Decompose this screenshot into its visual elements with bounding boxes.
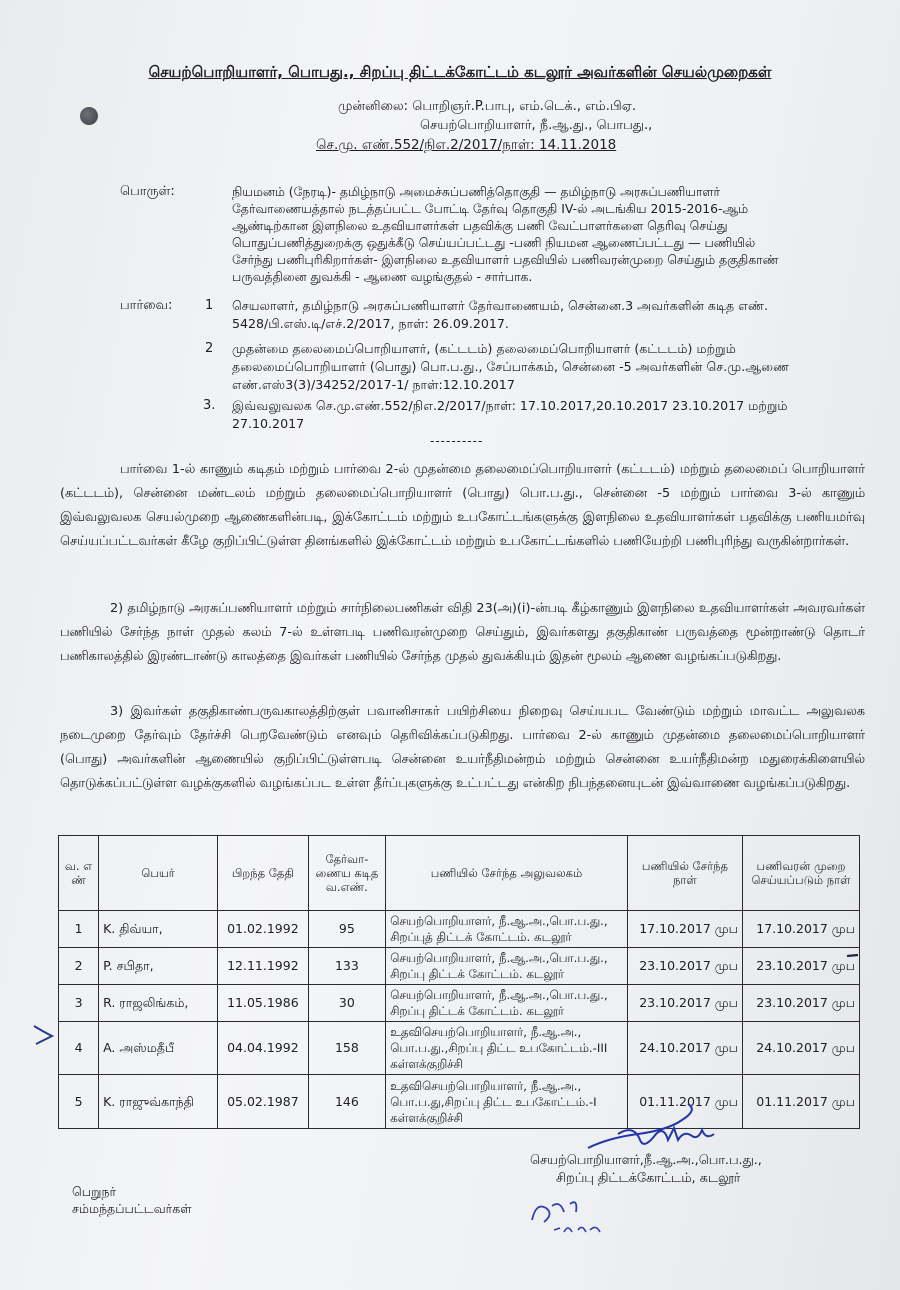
cell-name: A. அஸ்மதீபீ: [99, 1022, 218, 1075]
table-row: [59, 985, 860, 1022]
separator-line: ----------: [430, 434, 484, 448]
cell-office: உதவிசெயற்பொறியாளர், நீ.ஆ.அ., பொ.ப.து,சிறப்பு திட்ட உபகோட்டம்.-I கள்ளக்குறிச்சி: [386, 1075, 628, 1129]
presence-line-1: முன்னிலை: பொறிஞர்.P.பாபு, எம்.டெக்., எம்.பிஏ.: [338, 99, 636, 114]
header-serial: வ. எ ண்: [59, 836, 99, 911]
cell-regularisation-date: 17.10.2017 முப: [742, 911, 859, 948]
header-order-no: தேர்வா- ணைய கடித வ.எண்.: [308, 836, 386, 911]
cell-dob: 04.04.1992: [218, 1022, 308, 1075]
header-office: பணியில் சேர்ந்த அலுவலகம்: [386, 836, 628, 911]
cell-dob: 01.02.1992: [218, 911, 308, 948]
cell-name: K. திவ்யா,: [99, 911, 218, 948]
document-title: செயற்பொறியாளர், பொபது., சிறப்பு திட்டக்கோட்டம் கடலூர் அவர்களின் செயல்முறைகள்: [148, 63, 772, 81]
cell-dob: 11.05.1986: [218, 985, 308, 1022]
paragraph-2: 2) தமிழ்நாடு அரசுப்பணியாளர் மற்றும் சார்நிலைபணிகள் விதி 23(அ)(i)-ன்படி கீழ்காணும் இளநிலை உதவியாளர்கள் அவரவர்கள் பணியில் சேர்ந்த நாள் முதல் கலம் 7-ல் உள்ளபடி பணிவரன்முறை செய்தும், இவர்களது தகுதிகாண் பருவத்தை மூன்றாண்டு தொடர் பணிகாலத்தில் இரண்டாண்டு காலத்தை இவர்கள் பணியில் சேர்ந்த முதல் துவக்கியும் இதன் மூலம் ஆணை வழங்கப்படுகிறது.: [60, 601, 865, 664]
cell-order-no: 158: [308, 1022, 386, 1075]
cell-order-no: 146: [308, 1075, 386, 1129]
header-name: பெயர்: [99, 836, 218, 911]
presence-line-2: செயற்பொறியாளர், நீ.ஆ.து., பொபது.,: [420, 118, 653, 133]
handwritten-initials-icon: [524, 1190, 614, 1240]
reference-item-2: முதன்மை தலைமைப்பொறியாளர், (கட்டடம்) தலைமைப்பொறியாளர் (கட்டடம்) மற்றும் தலைமைப்பொறியாளர் (பொது) பொ.ப.து., சேப்பாக்கம், சென்னை -5 அவர்களின் செ.மு.ஆணை எண்.எஸ்3(3)/34252/2017-1/ நாள்:12.10.2017: [232, 341, 790, 392]
cell-office: உதவிசெயற்பொறியாளர், நீ.ஆ.அ., பொ.ப.து.,சிறப்பு திட்ட உபகோட்டம்.-III கள்ளக்குறிச்சி: [386, 1022, 628, 1075]
handwritten-tick-mark: [30, 1018, 70, 1048]
cell-regularisation-date: 01.11.2017 முப: [742, 1075, 859, 1129]
appointment-table: [58, 835, 860, 1129]
cell-join-date: 23.10.2017 முப: [627, 948, 742, 985]
cell-join-date: 23.10.2017 முப: [627, 985, 742, 1022]
cell-serial: 3: [59, 985, 99, 1022]
header-regularisation-date: பணிவரன் முறை செய்யப்படும் நாள்: [742, 836, 859, 911]
header-dob: பிறந்த தேதி: [218, 836, 308, 911]
punch-hole: [80, 107, 98, 125]
paragraph-3: 3) இவர்கள் தகுதிகாண்பருவகாலத்திற்குள் பவானிசாகர் பயிற்சியை நிறைவு செய்யபட வேண்டும் மற்றும் மாவட்ட அலுவலக நடைமுறை தேர்வும் தேர்ச்சி பெறவேண்டும் எனவும் தெரிவிக்கப்படுகிறது. பார்வை 2-ல் காணும் முதன்மை தலைமைப்பொறியாளர் (பொது) அவர்களின் ஆணையில் குறிப்பிட்டுள்ளபடி சென்னை உயர்நீதிமன்றம் மற்றும் சென்னை உயர்நீதிமன்ற மதுரைக்கிளையில் தொடுக்கப்பட்டுள்ள வழக்குகளில் வழங்கப்பட உள்ள தீர்ப்புகளுக்கு உட்பட்டது என்கிற நிபந்தனையுடன் இவ்வாணை வழங்கப்படுகிறது.: [60, 704, 865, 791]
cell-order-no: 30: [308, 985, 386, 1022]
reference-number-2: 2: [205, 341, 214, 356]
table-row: [59, 1022, 860, 1075]
reference-item-1: செயலாளர், தமிழ்நாடு அரசுப்பணியாளர் தேர்வாணையம், சென்னை.3 அவர்களின் கடித எண். 5428/பி.எஸ்.டி/எச்.2/2017, நாள்: 26.09.2017.: [232, 298, 769, 331]
cell-join-date: 01.11.2017 முப: [627, 1075, 742, 1129]
cell-office: செயற்பொறியாளர், நீ.ஆ.அ.,பொ.ப.து., சிறப்புத் திட்டக் கோட்டம். கடலூர்: [386, 911, 628, 948]
cell-office: செயற்பொறியாளர், நீ.ஆ.அ.,பொ.ப.து., சிறப்பு திட்டக் கோட்டம். கடலூர்: [386, 948, 628, 985]
table-row: [59, 1075, 860, 1129]
cell-serial: 4: [59, 1022, 99, 1075]
cell-order-no: 133: [308, 948, 386, 985]
reference-item-3: இவ்வலுவலக செ.மு.எண்.552/நிஎ.2/2017/நாள்: 17.10.2017,20.10.2017 23.10.2017 மற்றும் 27.10.2017: [232, 398, 788, 431]
table-header-row: [59, 836, 860, 911]
references-label: பார்வை:: [120, 298, 173, 313]
cell-regularisation-date: 23.10.2017 முப: [742, 948, 859, 985]
table-row: [59, 948, 860, 985]
cell-regularisation-date: 23.10.2017 முப: [742, 985, 859, 1022]
table-row: [59, 911, 860, 948]
pen-dash-mark: [846, 952, 860, 960]
cell-serial: 1: [59, 911, 99, 948]
subject-text: நியமனம் (நேரடி)- தமிழ்நாடு அமைச்சுப்பணித்தொகுதி — தமிழ்நாடு அரசுப்பணியாளர் தேர்வாணையத்தால் நடத்தப்பட்ட போட்டி தேர்வு தொகுதி IV-ல் அடங்கிய 2015-2016-ஆம் ஆண்டிற்கான இளநிலை உதவியாளர்கள் பதவிக்கு பணி வேட்பாளர்களை தெரிவு செய்து பொதுப்பணித்துறைக்கு ஒதுக்கீடு செய்யப்பட்டது -பணி நியமன ஆணைப்பட்டது — பணியில் சேர்ந்து பணிபுரிகிறார்கள்- இளநிலை உதவியாளர் பதவியில் பணிவரன்முறை செய்தும் தகுதிகாண் பருவத்தினை துவக்கி - ஆணை வழங்குதல் - சார்பாக.: [232, 184, 779, 284]
cell-join-date: 24.10.2017 முப: [627, 1022, 742, 1075]
cell-dob: 05.02.1987: [218, 1075, 308, 1129]
header-join-date: பணியில் சேர்ந்த நாள்: [627, 836, 742, 911]
signatory-office: சிறப்பு திட்டக்கோட்டம், கடலூர்: [556, 1171, 741, 1186]
reference-number-3: 3.: [203, 398, 216, 413]
cell-name: K. ராஜுவ்காந்தி: [99, 1075, 218, 1129]
copy-to-label: பெறுநர்: [72, 1184, 117, 1199]
cell-name: R. ராஜலிங்கம்,: [99, 985, 218, 1022]
reference-number-1: 1: [205, 298, 214, 313]
paragraph-1: பார்வை 1-ல் காணும் கடிதம் மற்றும் பார்வை 2-ல் முதன்மை தலைமைப்பொறியாளர் (கட்டடம்) மற்றும் தலைமைப் பொறியாளர் (கட்டடம்), சென்னை மண்டலம் மற்றும் தலைமைப்பொறியாளர் (பொது) பொ.ப.து., சென்னை -5 மற்றும் பார்வை 3-ல் காணும் இவ்வலுவலக செயல்முறை ஆணைகளின்படி, இக்கோட்டம் மற்றும் உபகோட்டங்களுக்கு இளநிலை உதவியாளர்கள் பதவிக்கு பணியமர்வு செய்யப்பட்டவர்கள் கீழே குறிப்பிட்டுள்ள தினங்களில் இக்கோட்டம் மற்றும் உபகோட்டங்களில் பணியேற்றி பணிபுரிந்து வருகின்றார்கள்.: [60, 462, 865, 549]
cell-serial: 2: [59, 948, 99, 985]
cell-office: செயற்பொறியாளர், நீ.ஆ.அ.,பொ.ப.து., சிறப்பு திட்டக் கோட்டம். கடலூர்: [386, 985, 628, 1022]
cell-regularisation-date: 24.10.2017 முப: [742, 1022, 859, 1075]
signature-scribble-icon: [578, 1100, 738, 1160]
reference-number: செ.மு. எண்.552/நிஎ.2/2017/நாள்: 14.11.2018: [316, 137, 617, 153]
cell-dob: 12.11.1992: [218, 948, 308, 985]
copy-to-recipients: சம்மந்தப்பட்டவர்கள்: [72, 1201, 192, 1216]
cell-join-date: 17.10.2017 முப: [627, 911, 742, 948]
subject-label: பொருள்:: [120, 184, 175, 199]
signatory-designation: செயற்பொறியாளர்,நீ.ஆ.அ.,பொ.ப.து.,: [530, 1153, 762, 1168]
cell-order-no: 95: [308, 911, 386, 948]
cell-name: P. சபிதா,: [99, 948, 218, 985]
cell-serial: 5: [59, 1075, 99, 1129]
